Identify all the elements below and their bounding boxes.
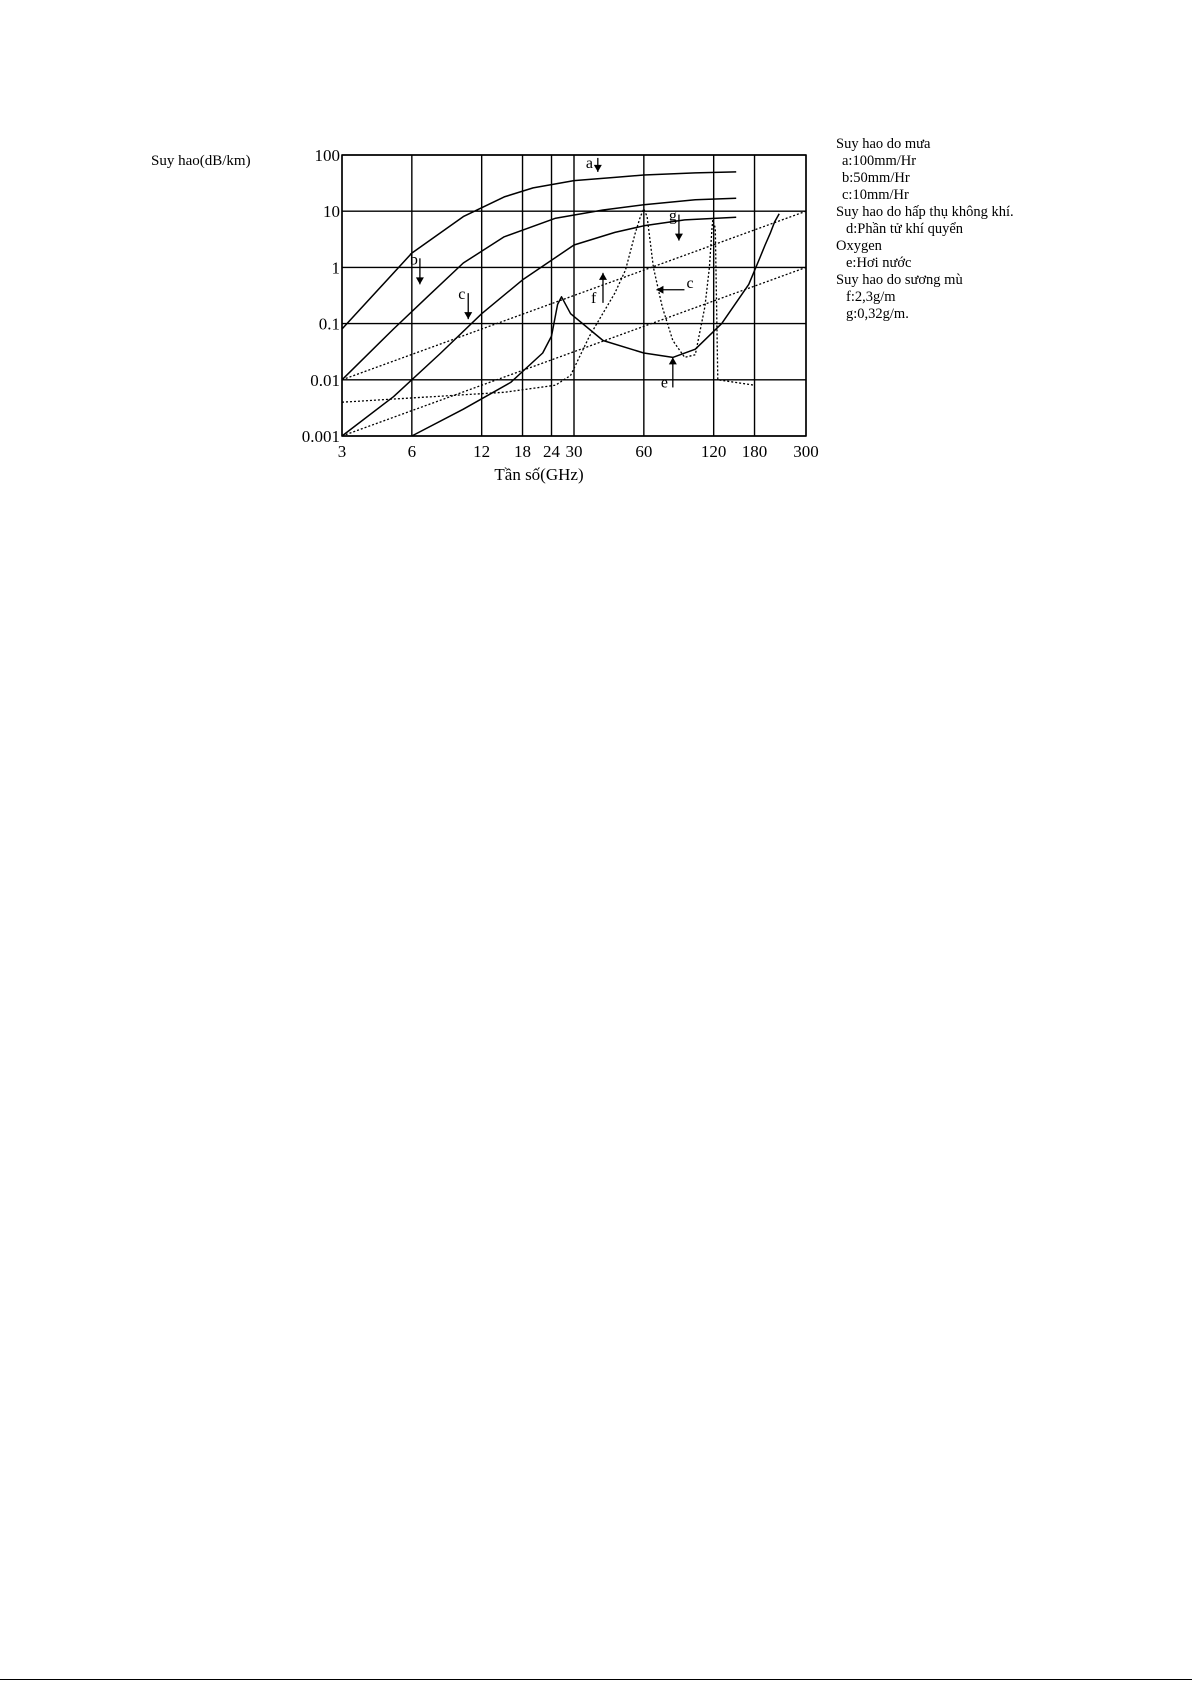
y-tick-label: 0.001 (301, 427, 340, 446)
legend-fog-heading: Suy hao do sương mù (836, 272, 963, 288)
annotation-arrow-head (416, 277, 424, 284)
x-tick-label: 24 (543, 442, 561, 461)
annotation-c (458, 286, 472, 319)
legend-rain-a: a:100mm/Hr (842, 153, 917, 169)
chart-grid (342, 155, 806, 436)
legend-rain-heading: Suy hao do mưa (836, 136, 931, 152)
annotation-arrow-head (675, 234, 683, 241)
annotation-label: b (409, 251, 418, 269)
annotation-label: a (585, 154, 593, 172)
y-tick-label: 100 (314, 146, 340, 165)
x-axis-label: Tần số(GHz) (494, 465, 584, 484)
y-tick-label: 0.01 (310, 370, 340, 390)
x-tick-label: 120 (700, 442, 727, 461)
legend-fog-g: g:0,32g/m. (846, 306, 909, 322)
legend-absorption-d: d:Phần tử khí quyển (846, 221, 964, 237)
x-tick-label: 300 (793, 442, 819, 461)
annotation-arrow-head (656, 286, 663, 294)
y-tick-label: 0.1 (318, 314, 340, 334)
x-tick-label: 3 (337, 442, 347, 461)
annotation-e (661, 357, 677, 391)
annotation-arrow-head (669, 357, 677, 364)
series-line-a (342, 172, 736, 329)
legend-fog-f: f:2,3g/m (846, 289, 896, 305)
y-tick-label: 1 (331, 258, 340, 278)
series-line-b (342, 198, 736, 380)
x-tick-label: 12 (473, 442, 491, 461)
series-line-e (342, 209, 755, 402)
annotation-c (656, 275, 693, 294)
annotation-label: c (458, 286, 466, 304)
x-tick-label: 6 (407, 442, 417, 461)
legend-oxygen-e: e:Hơi nước (846, 255, 912, 271)
legend-absorption-heading: Suy hao do hấp thụ không khí. (836, 204, 1014, 220)
annotation-arrow-head (599, 273, 607, 280)
series-line-c (342, 217, 736, 436)
annotation-label: f (590, 289, 597, 307)
annotation-arrow-head (464, 312, 472, 319)
annotation-label: g (668, 207, 677, 225)
annotation-g (669, 208, 683, 241)
x-tick-label: 30 (565, 442, 583, 461)
x-tick-label: 60 (635, 442, 653, 461)
x-tick-label: 180 (741, 442, 768, 461)
annotation-arrow-head (594, 165, 602, 172)
annotation-label: c (686, 274, 694, 292)
annotation-label: e (660, 374, 668, 392)
x-tick-label: 18 (514, 442, 532, 461)
legend-rain-c: c:10mm/Hr (842, 187, 909, 203)
annotation-a (586, 155, 602, 172)
chart-ticks (302, 146, 819, 461)
legend-rain-b: b:50mm/Hr (842, 170, 910, 186)
annotation-f (591, 273, 607, 307)
y-tick-label: 10 (323, 202, 340, 222)
page-bottom-rule (0, 1679, 1192, 1680)
legend-oxygen-heading: Oxygen (836, 238, 882, 254)
chart-legend (836, 136, 1106, 323)
y-axis-label: Suy hao(dB/km) (151, 153, 251, 169)
